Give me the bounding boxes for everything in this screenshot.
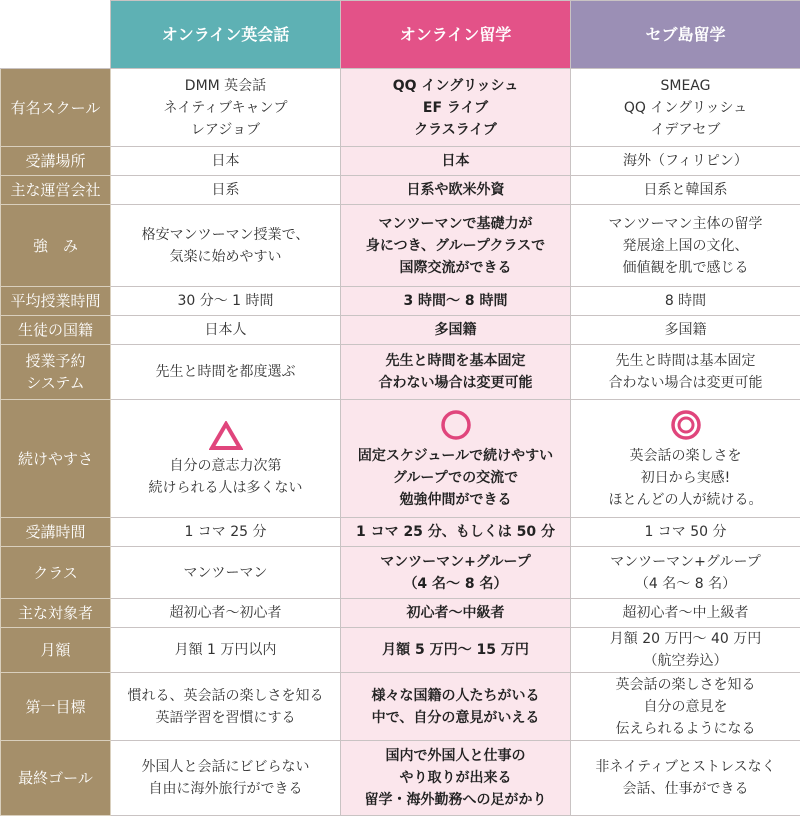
cell-c3 — [571, 673, 800, 741]
cell-text: 先生と時間を都度選ぶ — [155, 364, 296, 380]
cell-text: 身につき、グループクラスで — [365, 237, 546, 254]
row-label — [1, 147, 111, 176]
cell-text: 1 コマ 50 分 — [644, 524, 727, 540]
cell-c1 — [111, 599, 341, 628]
cell-text: 自分の意志力次第 — [169, 457, 282, 474]
table-row — [1, 518, 800, 547]
cell-text: イデアセブ — [650, 121, 721, 138]
cell-c3 — [571, 400, 800, 518]
cell-c2 — [341, 599, 571, 628]
cell-text: 初日から実感! — [640, 469, 731, 486]
row-label-text: 続けやすさ — [17, 449, 93, 468]
table-row — [1, 176, 800, 205]
table-row — [1, 599, 800, 628]
cell-text: 日本 — [211, 153, 240, 169]
cell-text: 超初心者～中上級者 — [622, 605, 749, 621]
cell-text: 日本 — [441, 153, 470, 169]
cell-text: 30 分～ 1 時間 — [177, 293, 274, 309]
cell-text: 先生と時間は基本固定 — [615, 353, 756, 369]
row-label-text: 月額 — [40, 641, 71, 659]
table-row — [1, 69, 800, 147]
cell-text: QQ イングリッシュ — [623, 99, 748, 116]
cell-c2 — [341, 345, 571, 400]
table-row — [1, 628, 800, 673]
cell-c3 — [571, 316, 800, 345]
cell-text: 外国人と会話にビビらない — [141, 759, 310, 775]
row-label-text: 受講場所 — [25, 152, 86, 170]
cell-text: ネイティブキャンプ — [163, 99, 288, 116]
row-label-text: 平均授業時間 — [10, 292, 101, 310]
cell-text: 固定スケジュールで続けやすい — [357, 447, 554, 464]
cell-c1 — [111, 69, 341, 147]
cell-c3 — [571, 547, 800, 599]
table-row — [1, 741, 800, 816]
cell-text: 多国籍 — [664, 322, 707, 338]
cell-text: 多国籍 — [434, 322, 477, 338]
cell-text: 先生と時間を基本固定 — [385, 353, 526, 369]
table-row — [1, 205, 800, 287]
cell-text: 月額 20 万円～ 40 万円 — [609, 631, 762, 647]
table-row — [1, 673, 800, 741]
cell-text: 初心者～中級者 — [406, 605, 505, 621]
header-online-eikaiwa: オンライン英会話 — [111, 1, 341, 69]
cell-c1 — [111, 741, 341, 816]
cell-c2 — [341, 741, 571, 816]
row-label-text: 主な対象者 — [17, 604, 93, 622]
cell-text: ほとんどの人が続ける。 — [608, 491, 763, 508]
row-label-text: 主な運営会社 — [10, 181, 101, 199]
corner-cell — [1, 1, 111, 69]
cell-text: （4 名～ 8 名） — [403, 575, 508, 592]
row-label — [1, 345, 111, 400]
row-label — [1, 287, 111, 316]
cell-c1 — [111, 628, 341, 673]
cell-c3 — [571, 176, 800, 205]
circle-icon — [440, 409, 472, 441]
cell-text: グループでの交流で — [392, 469, 519, 486]
cell-text: 日系や欧米外資 — [406, 182, 505, 198]
row-label-text: 第一目標 — [25, 697, 86, 716]
cell-text: 英会話の楽しさを知る — [615, 676, 756, 693]
cell-text: やり取りが出来る — [399, 770, 512, 786]
cell-text: 国内で外国人と仕事の — [385, 748, 526, 764]
cell-text: （4 名～ 8 名） — [634, 575, 737, 592]
cell-c2 — [341, 69, 571, 147]
table-row — [1, 287, 800, 316]
cell-c2 — [341, 673, 571, 741]
cell-c1 — [111, 547, 341, 599]
row-label — [1, 741, 111, 816]
table-row — [1, 345, 800, 400]
cell-c1 — [111, 205, 341, 287]
header-cebu-ryugaku: セブ島留学 — [571, 1, 800, 69]
cell-c3 — [571, 69, 800, 147]
cell-text: マンツーマン — [183, 564, 268, 581]
cell-text: 8 時間 — [664, 293, 707, 309]
cell-text: 自分の意見を — [643, 698, 728, 715]
row-label — [1, 176, 111, 205]
cell-c2 — [341, 628, 571, 673]
cell-c2 — [341, 176, 571, 205]
table-row — [1, 400, 800, 518]
cell-c2 — [341, 400, 571, 518]
cell-text: 月額 1 万円以内 — [174, 642, 277, 658]
row-label-text: 強 み — [32, 236, 78, 255]
header-online-ryugaku: オンライン留学 — [341, 1, 571, 69]
cell-text: 英会話の楽しさを — [629, 447, 742, 464]
cell-text: マンツーマンで基礎力が — [378, 215, 533, 232]
cell-text: SMEAG — [660, 77, 711, 94]
cell-text: 合わない場合は変更可能 — [378, 375, 533, 391]
cell-text: 日系 — [211, 182, 240, 198]
cell-c3 — [571, 345, 800, 400]
cell-c3 — [571, 628, 800, 673]
table-row — [1, 547, 800, 599]
cell-text: 非ネイティブとストレスなく — [595, 759, 776, 775]
cell-c2 — [341, 316, 571, 345]
cell-text: 海外（フィリピン） — [623, 153, 748, 169]
cell-text: QQ イングリッシュ — [392, 77, 519, 94]
row-label-text: 最終ゴール — [18, 769, 93, 787]
cell-c1 — [111, 316, 341, 345]
cell-text: 会話、仕事ができる — [622, 781, 749, 797]
cell-text: 日系と韓国系 — [643, 182, 728, 198]
cell-c2 — [341, 518, 571, 547]
row-label-text: 授業予約 — [25, 352, 86, 370]
cell-c3 — [571, 205, 800, 287]
cell-text: 国際交流ができる — [399, 259, 512, 276]
cell-text: 3 時間～ 8 時間 — [403, 293, 508, 309]
row-label — [1, 69, 111, 147]
cell-c1 — [111, 345, 341, 400]
row-label — [1, 400, 111, 518]
cell-c3 — [571, 741, 800, 816]
table-row — [1, 147, 800, 176]
cell-text: 続けられる人は多くない — [148, 479, 303, 496]
cell-text: 英語学習を習慣にする — [155, 709, 296, 726]
row-label — [1, 205, 111, 287]
row-label — [1, 673, 111, 741]
cell-c3 — [571, 518, 800, 547]
cell-c1 — [111, 176, 341, 205]
cell-text: 中で、自分の意見がいえる — [371, 709, 540, 726]
row-label-text: システム — [26, 374, 85, 392]
cell-c3 — [571, 287, 800, 316]
cell-c1 — [111, 518, 341, 547]
cell-text: 1 コマ 25 分 — [184, 524, 267, 540]
row-label — [1, 628, 111, 673]
cell-text: 様々な国籍の人たちがいる — [371, 687, 540, 704]
row-label — [1, 547, 111, 599]
cell-text: 1 コマ 25 分、もしくは 50 分 — [355, 524, 556, 540]
cell-text: マンツーマン+グループ — [610, 553, 761, 570]
cell-text: 気楽に始めやすい — [169, 248, 282, 265]
cell-c1 — [111, 673, 341, 741]
table-row — [1, 316, 800, 345]
cell-text: レアジョブ — [190, 121, 261, 138]
cell-text: 伝えられるようになる — [615, 720, 756, 737]
row-label-text: 生徒の国籍 — [17, 321, 93, 339]
double-circle-icon — [670, 409, 702, 441]
row-label-text: 有名スクール — [10, 98, 101, 117]
cell-c2 — [341, 147, 571, 176]
cell-c3 — [571, 599, 800, 628]
cell-c1 — [111, 400, 341, 518]
cell-text: 月額 5 万円～ 15 万円 — [382, 642, 529, 658]
row-label — [1, 599, 111, 628]
cell-text: 合わない場合は変更可能 — [608, 375, 763, 391]
cell-text: 留学・海外勤務への足がかり — [364, 792, 547, 808]
triangle-icon — [209, 421, 243, 451]
cell-text: EF ライブ — [422, 99, 489, 116]
cell-text: クラスライブ — [414, 121, 497, 138]
cell-c1 — [111, 147, 341, 176]
cell-c2 — [341, 205, 571, 287]
cell-text: 日本人 — [204, 322, 247, 338]
cell-text: 慣れる、英会話の楽しさを知る — [127, 687, 324, 704]
cell-text: 超初心者～初心者 — [169, 605, 282, 621]
cell-c1 — [111, 287, 341, 316]
row-label-text: 受講時間 — [25, 523, 86, 541]
cell-c2 — [341, 287, 571, 316]
cell-c3 — [571, 147, 800, 176]
cell-c2 — [341, 547, 571, 599]
cell-text: 自由に海外旅行ができる — [148, 781, 303, 797]
cell-text: マンツーマン主体の留学 — [608, 215, 763, 232]
cell-text: （航空券込） — [643, 653, 728, 669]
row-label-text: クラス — [33, 563, 78, 582]
cell-text: 勉強仲間ができる — [399, 491, 512, 508]
row-label — [1, 518, 111, 547]
cell-text: 格安マンツーマン授業で、 — [141, 226, 310, 243]
cell-text: マンツーマン+グループ — [380, 553, 531, 570]
row-label — [1, 316, 111, 345]
cell-text: 価値観を肌で感じる — [622, 259, 749, 276]
cell-text: DMM 英会話 — [184, 77, 267, 94]
cell-text: 発展途上国の文化、 — [622, 237, 749, 254]
